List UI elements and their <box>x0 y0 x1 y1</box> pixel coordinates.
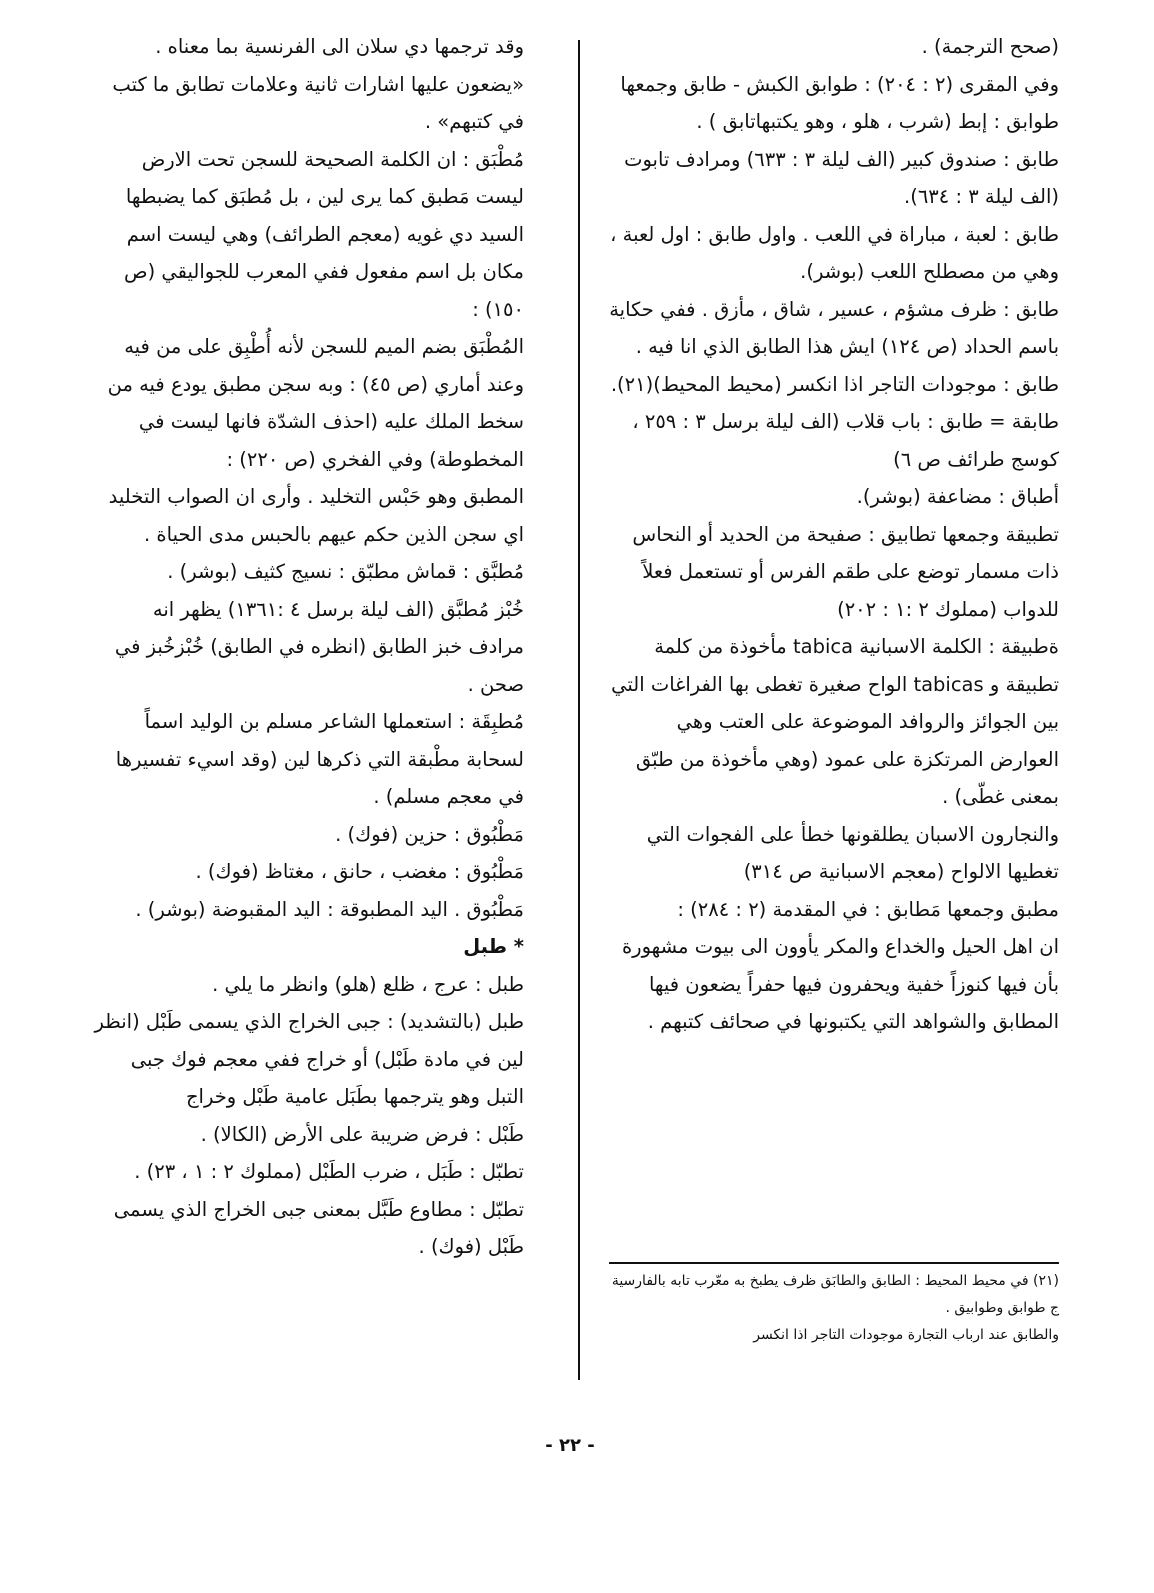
column-divider <box>578 40 580 1380</box>
entry: خُبْز مُطبَّق (الف ليلة برسل ٤ :١٣٦١) يظهر انه مرادف خبز الطابق (انظره في الطابق) خُبْزخُبز في صحن . <box>114 597 524 696</box>
entry: تطبّل : طَبَل ، ضرب الطَبْل (مملوك ٢ : ١ ، ٢٣) . <box>134 1160 524 1183</box>
entry: المطبق وهو حَبْس التخليد . وأرى ان الصواب التخليد اي سجن الذين حكم عيهم بالحبس مدى الحياة . <box>108 485 524 546</box>
entry: مَطْبُوق . اليد المطبوقة : اليد المقبوضة (بوشر) . <box>135 897 524 921</box>
entry: طَبْل : فرض ضريبة على الأرض (الكالا) . <box>200 1122 524 1146</box>
footnotes <box>599 1268 1059 1349</box>
entry: ةطبيقة : الكلمة الاسبانية tabica مأخوذة من كلمة تطبيقة و tabicas الواح صغيرة تغطى بها الفراغات التي بين الجوائز والروافد الموضوعة على العتب وهي العوارض المرتكزة على عمود (وهي مأخوذة من طبّق بمعنى غطّى) . <box>611 635 1059 808</box>
entry: (صحح الترجمة) . <box>921 35 1059 58</box>
left-column <box>94 28 524 1266</box>
entry: مُطبَّق : قماش مطبّق : نسيج كثيف (بوشر) . <box>167 560 524 583</box>
entry: المُطْبَق بضم الميم للسجن لأنه أُطْبِق على من فيه وعند أماري (ص ٤٥) : وبه سجن مطبق يودع فيه من سخط الملك عليه (احذف الشدّة فانها ليست في المخطوطة) وفي الفخري (ص ٢٢٠) : <box>107 335 524 471</box>
right-column <box>609 28 1059 1041</box>
entry: مَطْبُوق : حزين (فوك) . <box>335 822 524 846</box>
entry: وفي المقرى (٢ : ٢٠٤) : طوابق الكبش - طابق وجمعها طوابق : إبط (شرب ، هلو ، وهو يكتبهاتابق ) . <box>620 72 1059 133</box>
footnote-rule <box>609 1262 1059 1264</box>
entry: تطبّل : مطاوع طَبَّل بمعنى جبى الخراج الذي يسمى طَبْل (فوك) . <box>113 1197 524 1258</box>
footnote: (٢١) في محيط المحيط : الطابق والطابَق ظرف يطبخ به معّرب تابه بالفارسية ج طوابق وطوابيق . <box>611 1273 1059 1316</box>
entry: مُطبِقَة : استعملها الشاعر مسلم بن الوليد اسماً لسحابة مطْبقة التي ذكرها لين (وقد اسيء تفسيرها في معجم مسلم) . <box>115 710 524 808</box>
entry: ان اهل الحيل والخداع والمكر يأوون الى بيوت مشهورة بأن فيها كنوزاً خفية ويحفرون فيها حفراً يضعون فيها المطابق والشواهد التي يكتبونها في صحائف كتبهم . <box>621 935 1059 1033</box>
entry: طابق : صندوق كبير (الف ليلة ٣ : ٦٣٣) ومرادف تابوت (الف ليلة ٣ : ٦٣٤). <box>624 147 1059 208</box>
entry: مَطْبُوق : مغضب ، حانق ، مغتاظ (فوك) . <box>195 860 524 883</box>
entry: طابق : لعبة ، مباراة في اللعب . واول طابق : اول لعبة ، وهي من مصطلح اللعب (بوشر). <box>610 222 1059 283</box>
section-heading: * طبل <box>463 935 524 958</box>
entry: طابق : موجودات التاجر اذا انكسر (محيط المحيط)(٢١). <box>610 372 1059 396</box>
entry: والنجارون الاسبان يطلقونها خطأ على الفجوات التي تغطيها الالواح (معجم الاسبانية ص ٣١٤) <box>646 822 1059 883</box>
entry: طابق : ظرف مشؤم ، عسير ، شاق ، مأزق . ففي حكاية باسم الحداد (ص ١٢٤) ايش هذا الطابق الذي انا فيه . <box>609 297 1059 358</box>
entry: تطبيقة وجمعها تطابيق : صفيحة من الحديد أو النحاس ذات مسمار توضع على طقم الفرس أو تستعمل فعلاً للدواب (مملوك ٢ :١ : ٢٠٢) <box>632 522 1059 621</box>
entry: طابقة = طابق : باب قلاب (الف ليلة برسل ٣ : ٢٥٩ ، كوسج طرائف ص ٦) <box>632 410 1059 471</box>
entry: أطباق : مضاعفة (بوشر). <box>856 485 1059 508</box>
entry: طبل : عرج ، ظلع (هلو) وانظر ما يلي . <box>212 972 524 996</box>
entry: وقد ترجمها دي سلان الى الفرنسية بما معناه . «يضعون عليها اشارات ثانية وعلامات تطابق ما كتب في كتبهم» . <box>112 35 524 133</box>
entry: مُطْبَق : ان الكلمة الصحيحة للسجن تحت الارض ليست مَطبق كما يرى لين ، بل مُطبَق كما يضبطها السيد دي غويه (معجم الطرائف) وهي ليست اسم مكان بل اسم مفعول ففي المعرب للجواليقي (ص ١٥٠) : <box>124 147 524 321</box>
entry: مطبق وجمعها مَطابق : في المقدمة (٢ : ٢٨٤) : <box>677 897 1059 921</box>
entry: طبل (بالتشديد) : جبى الخراج الذي يسمى طَبْل (انظر لين في مادة طَبْل) أو خراج ففي معجم فوك جبى التبل وهو يترجمها بطَبَل عامية طَبْل وخراج <box>94 1010 524 1108</box>
footnote: والطابق عند ارباب التجارة موجودات التاجر اذا انكسر <box>753 1327 1059 1343</box>
page-number: - ٢٢ - <box>545 1435 595 1456</box>
